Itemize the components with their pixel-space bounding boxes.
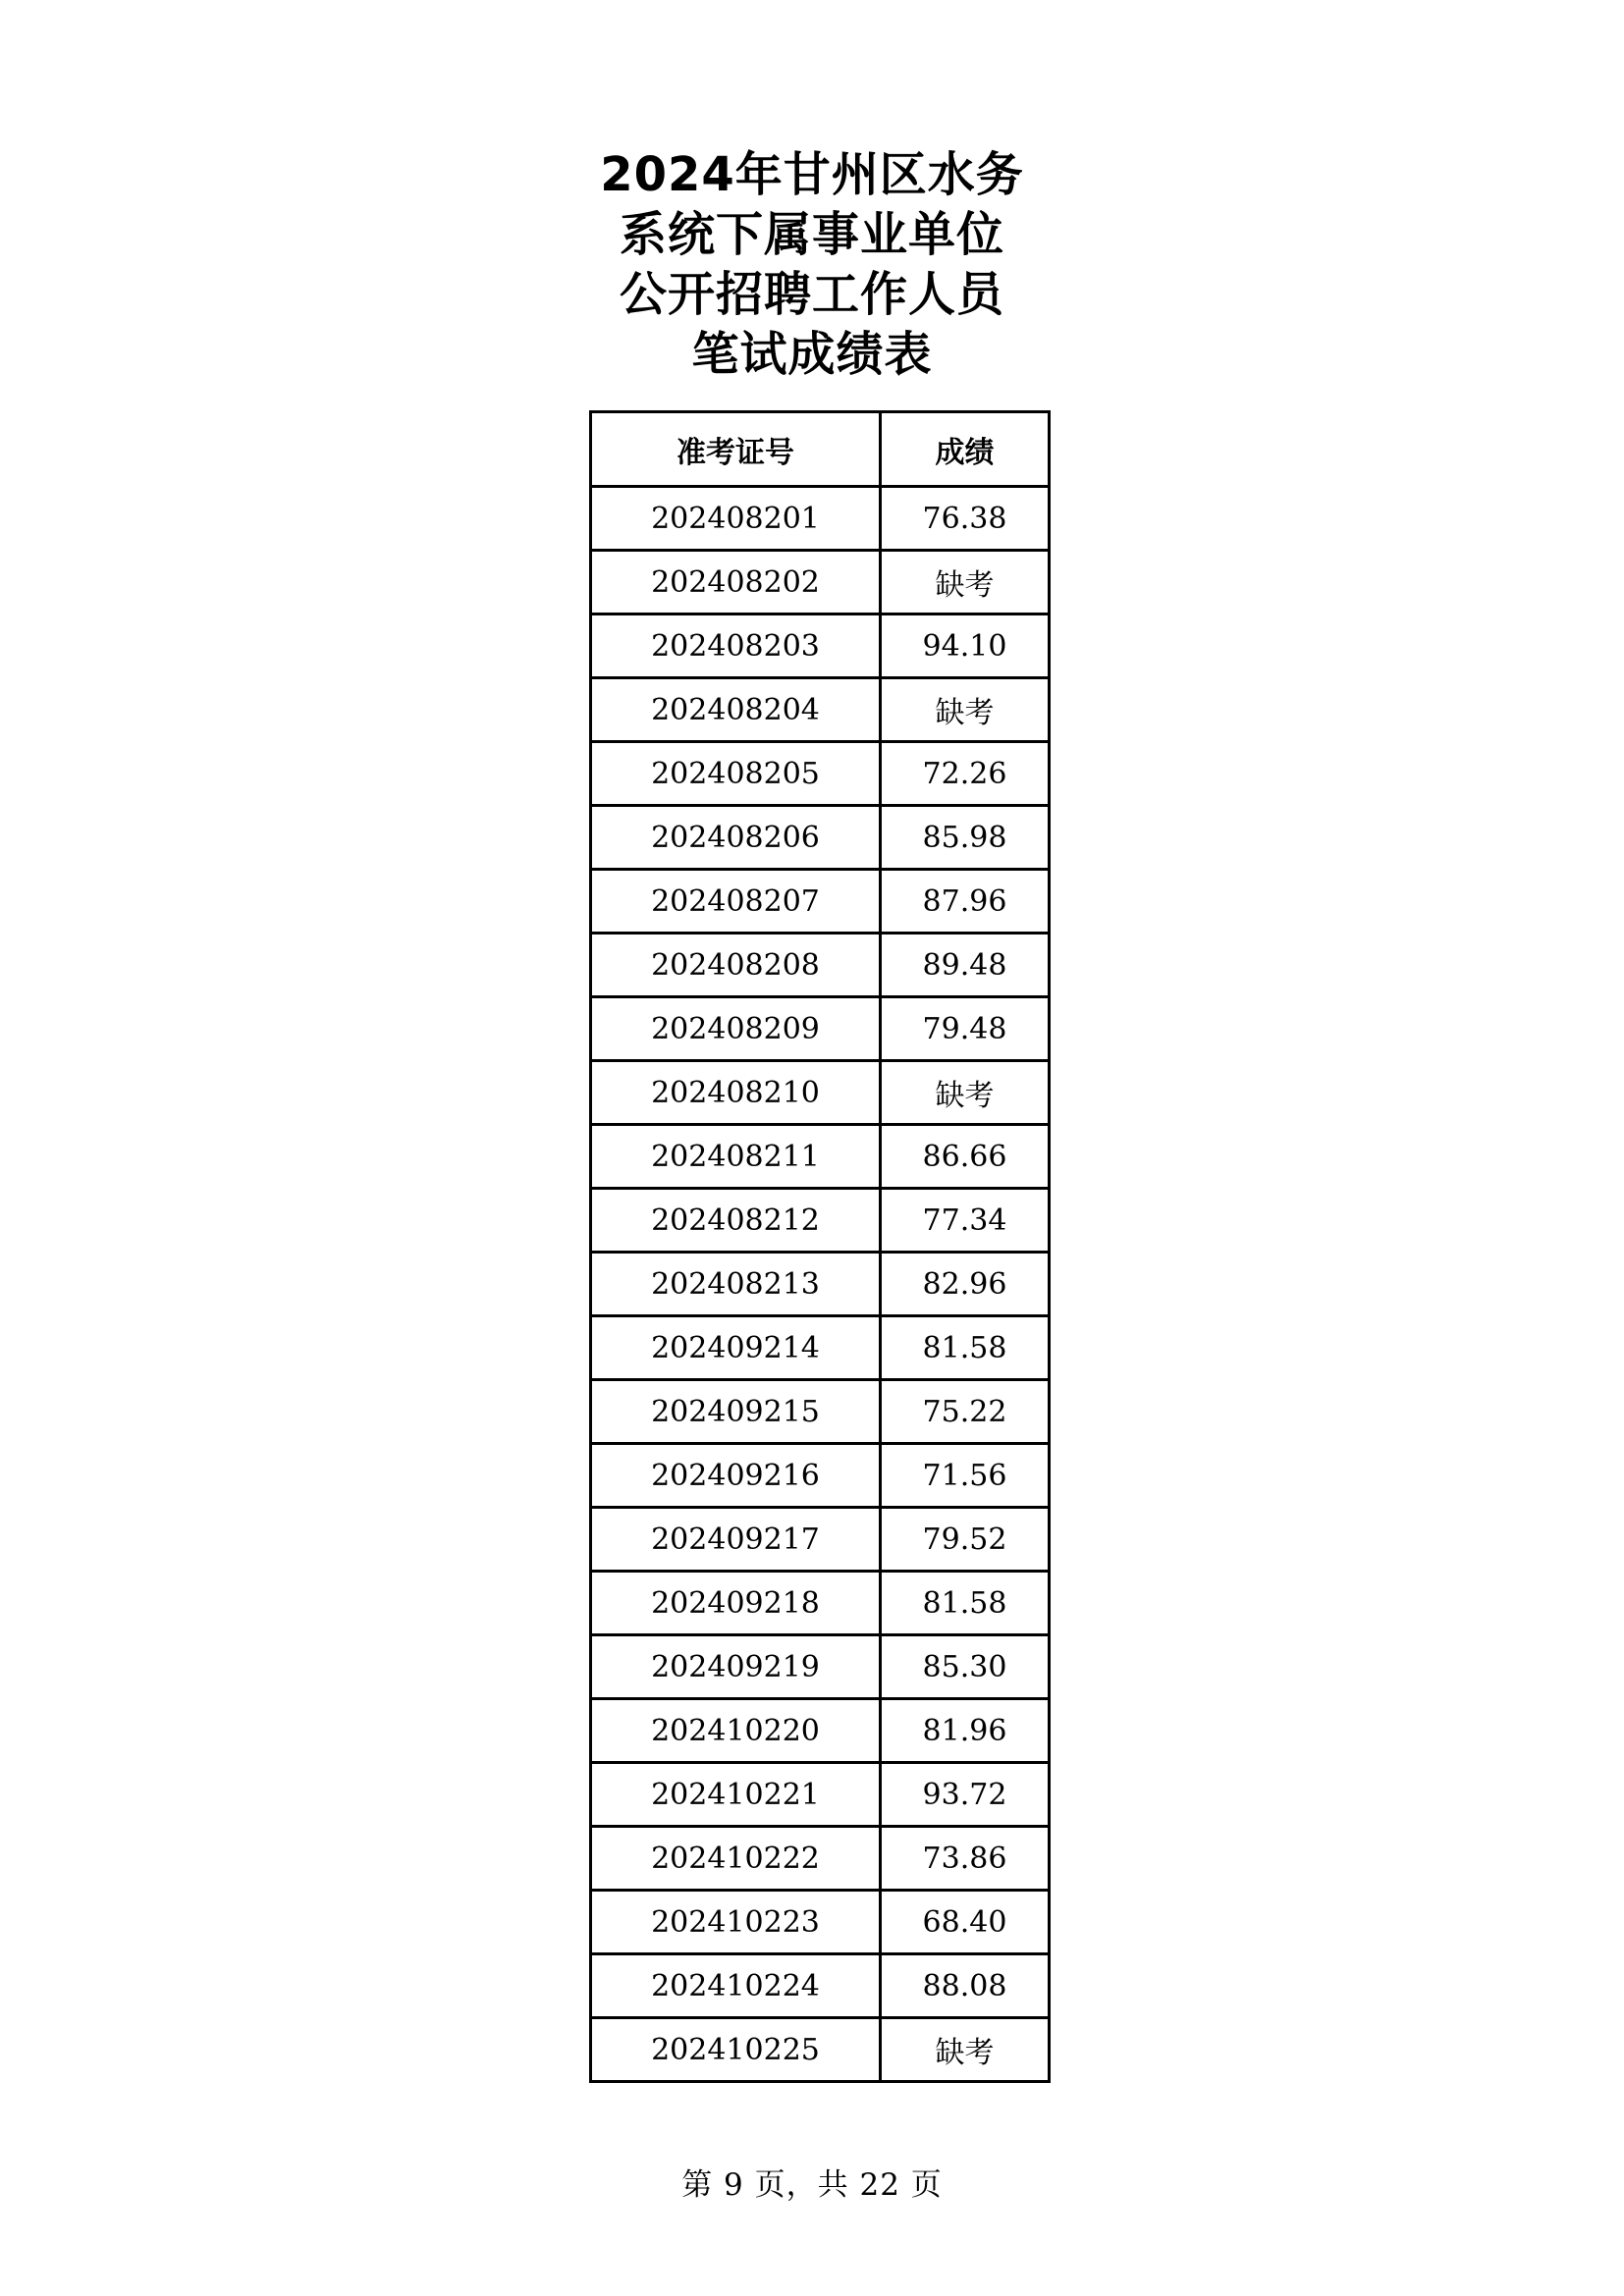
table-row — [591, 1763, 1050, 1827]
score-cell: 85.30 — [881, 1635, 1050, 1699]
exam-id-cell: 202408206 — [591, 806, 881, 870]
score-cell: 73.86 — [881, 1827, 1050, 1891]
score-cell: 86.66 — [881, 1125, 1050, 1189]
table-row — [591, 487, 1050, 551]
exam-id-cell: 202409219 — [591, 1635, 881, 1699]
score-cell: 缺考 — [881, 551, 1050, 614]
exam-id-cell: 202408204 — [591, 678, 881, 742]
table-row — [591, 870, 1050, 934]
table-row — [591, 806, 1050, 870]
title-line-3: 公开招聘工作人员 — [619, 267, 1004, 322]
score-cell: 缺考 — [881, 2018, 1050, 2082]
table-row — [591, 1508, 1050, 1572]
table-row — [591, 678, 1050, 742]
table-row — [591, 1380, 1050, 1444]
table-row — [591, 934, 1050, 997]
exam-id-cell: 202409216 — [591, 1444, 881, 1508]
exam-id-cell: 202409215 — [591, 1380, 881, 1444]
exam-id-cell: 202408209 — [591, 997, 881, 1061]
table-row — [591, 742, 1050, 806]
score-cell: 81.58 — [881, 1572, 1050, 1635]
table-row — [591, 1189, 1050, 1253]
page-title — [0, 145, 1624, 385]
table-row — [591, 1572, 1050, 1635]
score-cell: 85.98 — [881, 806, 1050, 870]
score-cell: 68.40 — [881, 1891, 1050, 1954]
table-row — [591, 997, 1050, 1061]
table-row — [591, 1061, 1050, 1125]
exam-id-cell: 202410224 — [591, 1954, 881, 2018]
header-exam-id: 准考证号 — [591, 412, 881, 487]
exam-id-cell: 202410221 — [591, 1763, 881, 1827]
score-cell: 88.08 — [881, 1954, 1050, 2018]
table-row — [591, 1827, 1050, 1891]
exam-id-cell: 202408207 — [591, 870, 881, 934]
exam-id-cell: 202408208 — [591, 934, 881, 997]
table-row — [591, 2018, 1050, 2082]
exam-id-cell: 202408205 — [591, 742, 881, 806]
score-cell: 72.26 — [881, 742, 1050, 806]
page-number-footer: 第 9 页，共 22 页 — [681, 2167, 943, 2203]
score-cell: 75.22 — [881, 1380, 1050, 1444]
score-cell: 89.48 — [881, 934, 1050, 997]
table-row — [591, 614, 1050, 678]
exam-id-cell: 202408203 — [591, 614, 881, 678]
title-line-2: 系统下属事业单位 — [619, 207, 1004, 262]
table-row — [591, 1253, 1050, 1316]
exam-id-cell: 202409218 — [591, 1572, 881, 1635]
title-line-4: 笔试成绩表 — [691, 327, 933, 382]
score-cell: 77.34 — [881, 1189, 1050, 1253]
score-cell: 71.56 — [881, 1444, 1050, 1508]
score-cell: 79.52 — [881, 1508, 1050, 1572]
score-cell: 缺考 — [881, 1061, 1050, 1125]
score-cell: 93.72 — [881, 1763, 1050, 1827]
exam-id-cell: 202408201 — [591, 487, 881, 551]
score-cell: 79.48 — [881, 997, 1050, 1061]
score-cell: 76.38 — [881, 487, 1050, 551]
score-cell: 82.96 — [881, 1253, 1050, 1316]
score-table — [589, 410, 1051, 2083]
exam-id-cell: 202408213 — [591, 1253, 881, 1316]
exam-id-cell: 202408210 — [591, 1061, 881, 1125]
table-row — [591, 1891, 1050, 1954]
exam-id-cell: 202409214 — [591, 1316, 881, 1380]
table-row — [591, 1316, 1050, 1380]
exam-id-cell: 202410222 — [591, 1827, 881, 1891]
score-cell: 87.96 — [881, 870, 1050, 934]
table-row — [591, 1699, 1050, 1763]
exam-id-cell: 202410223 — [591, 1891, 881, 1954]
table-row — [591, 1635, 1050, 1699]
exam-id-cell: 202409217 — [591, 1508, 881, 1572]
exam-id-cell: 202408202 — [591, 551, 881, 614]
header-score: 成绩 — [881, 412, 1050, 487]
exam-id-cell: 202410225 — [591, 2018, 881, 2082]
score-cell: 81.58 — [881, 1316, 1050, 1380]
table-header-row — [591, 412, 1050, 487]
title-line-1: 2024年甘州区水务 — [600, 147, 1024, 202]
score-cell: 缺考 — [881, 678, 1050, 742]
exam-id-cell: 202408211 — [591, 1125, 881, 1189]
table-row — [591, 1954, 1050, 2018]
score-cell: 81.96 — [881, 1699, 1050, 1763]
table-row — [591, 1444, 1050, 1508]
table-row — [591, 1125, 1050, 1189]
table-row — [591, 551, 1050, 614]
score-cell: 94.10 — [881, 614, 1050, 678]
exam-id-cell: 202408212 — [591, 1189, 881, 1253]
exam-id-cell: 202410220 — [591, 1699, 881, 1763]
